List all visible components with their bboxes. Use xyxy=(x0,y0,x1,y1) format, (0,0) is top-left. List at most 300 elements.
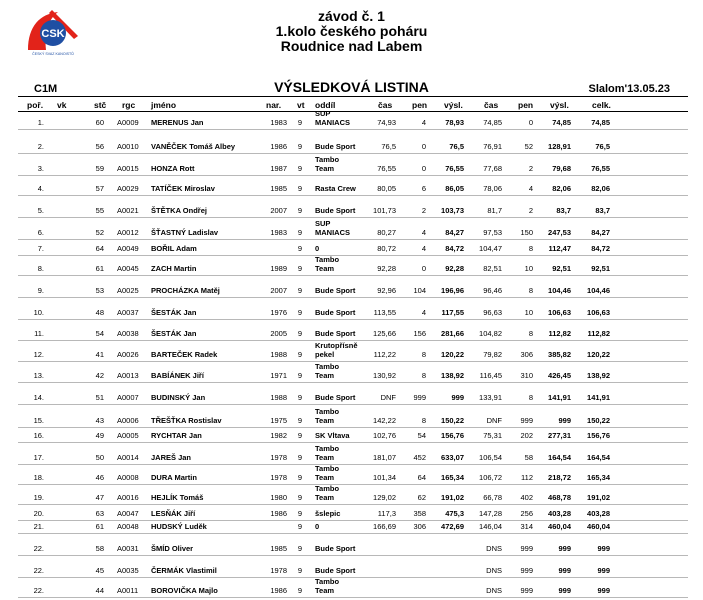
cell-nar: 1987 xyxy=(270,164,287,173)
cell-pen2: 8 xyxy=(528,393,533,402)
cell-oddil-line: Team xyxy=(315,586,335,595)
cell-celk: 138,92 xyxy=(587,371,610,380)
row-separator xyxy=(18,577,688,578)
cell-vysl2: 112,82 xyxy=(548,329,571,338)
cell-jmeno: HONZA Rott xyxy=(151,164,195,173)
cell-nar: 1986 xyxy=(270,586,287,595)
cell-stc: 43 xyxy=(95,416,104,425)
cell-vysl1: 120,22 xyxy=(441,350,464,359)
cell-stc: 60 xyxy=(95,118,104,127)
cell-pen1: 0 xyxy=(421,142,426,151)
cell-pen2: 10 xyxy=(524,264,533,273)
cell-nar: 1978 xyxy=(270,473,287,482)
col-header-celk: celk. xyxy=(592,100,611,110)
cell-jmeno: TATÍČEK Miroslav xyxy=(151,184,215,193)
cell-pen2: 8 xyxy=(528,286,533,295)
cell-rgc: A0049 xyxy=(117,244,139,253)
cell-celk: 403,28 xyxy=(587,509,610,518)
cell-vt: 9 xyxy=(297,308,303,317)
cell-pen1: 306 xyxy=(413,522,426,531)
cell-oddil-line: Bude Sport xyxy=(315,566,356,575)
cell-celk: 999 xyxy=(597,586,610,595)
cell-jmeno: JAREŠ Jan xyxy=(151,453,192,462)
cell-oddil-line: 0 xyxy=(315,522,320,531)
cell-oddil-line: SK Vltava xyxy=(315,431,350,440)
cell-rgc: A0048 xyxy=(117,522,139,531)
cell-vysl1: 103,73 xyxy=(441,206,464,215)
cell-vysl1: 633,07 xyxy=(441,453,464,462)
logo-subtext: ČESKÝ SVAZ KANOISTŮ xyxy=(32,52,74,56)
cell-oddil-line: pekel xyxy=(315,350,335,359)
cell-jmeno: HUDSKÝ Luděk xyxy=(151,522,207,531)
cell-vysl2: 74,85 xyxy=(552,118,571,127)
cell-pen2: 402 xyxy=(520,493,533,502)
cell-oddil-line: Bude Sport xyxy=(315,544,356,553)
cell-celk: 76,55 xyxy=(591,164,610,173)
results-listing-title: VÝSLEDKOVÁ LISTINA xyxy=(274,79,429,95)
cell-vysl1: 84,72 xyxy=(445,244,464,253)
cell-cas1: 166,69 xyxy=(373,522,396,531)
cell-oddil-line: Bude Sport xyxy=(315,329,356,338)
cell-cas2: 97,53 xyxy=(483,228,502,237)
cell-vt: 9 xyxy=(297,142,303,151)
cell-por: 17. xyxy=(33,453,44,462)
cell-por: 9. xyxy=(37,286,44,295)
cell-nar: 2007 xyxy=(270,206,287,215)
cell-vysl2: 460,04 xyxy=(548,522,571,531)
cell-jmeno: DURA Martin xyxy=(151,473,197,482)
race-number-title: závod č. 1 xyxy=(318,8,385,24)
cell-por: 1. xyxy=(37,118,44,127)
cell-cas1: 76,55 xyxy=(377,164,396,173)
cell-jmeno: BUDINSKÝ Jan xyxy=(151,393,206,402)
cell-pen2: 256 xyxy=(520,509,533,518)
cell-pen1: 156 xyxy=(413,329,426,338)
cell-celk: 191,02 xyxy=(587,493,610,502)
cell-pen1: 0 xyxy=(421,264,426,273)
cell-vt: 9 xyxy=(297,416,303,425)
cell-cas2: 66,78 xyxy=(483,493,502,502)
cell-pen1: 4 xyxy=(421,228,426,237)
cell-pen1: 64 xyxy=(417,473,426,482)
cell-jmeno: RYCHTAR Jan xyxy=(151,431,202,440)
cell-vysl2: 92,51 xyxy=(552,264,571,273)
cell-rgc: A0011 xyxy=(117,586,139,595)
cell-por: 4. xyxy=(37,184,44,193)
cell-vysl1: 76,55 xyxy=(445,164,464,173)
cell-pen1: 6 xyxy=(421,184,426,193)
row-separator xyxy=(18,239,688,240)
cell-stc: 57 xyxy=(95,184,104,193)
cell-oddil-line: šslepic xyxy=(315,509,341,518)
cell-jmeno: ZACH Martin xyxy=(151,264,197,273)
cell-pen2: 8 xyxy=(528,329,533,338)
cell-por: 14. xyxy=(33,393,44,402)
cell-cas1: 92,96 xyxy=(377,286,396,295)
row-separator xyxy=(18,153,688,154)
cell-nar: 1978 xyxy=(270,453,287,462)
col-header-cas2: čas xyxy=(484,100,499,110)
cell-vysl1: 92,28 xyxy=(445,264,464,273)
cell-rgc: A0012 xyxy=(117,228,139,237)
cell-stc: 47 xyxy=(95,493,104,502)
cell-nar: 1985 xyxy=(270,184,287,193)
cell-oddil-line: MANIACS xyxy=(315,118,350,127)
cell-stc: 55 xyxy=(95,206,104,215)
cell-rgc: A0014 xyxy=(117,453,139,462)
cell-pen2: 999 xyxy=(520,566,533,575)
cell-vysl1: 165,34 xyxy=(441,473,464,482)
cell-pen1: 8 xyxy=(421,416,426,425)
cell-cas2: 74,85 xyxy=(483,118,502,127)
cell-oddil-line: 0 xyxy=(315,244,320,253)
col-header-vt: vt xyxy=(297,100,305,110)
cell-vysl2: 999 xyxy=(558,586,571,595)
cell-celk: 84,72 xyxy=(591,244,610,253)
col-header-vk: vk xyxy=(57,100,67,110)
cell-nar: 1978 xyxy=(270,566,287,575)
cell-stc: 41 xyxy=(95,350,104,359)
cell-jmeno: VANĚČEK Tomáš Albey xyxy=(151,142,236,151)
cell-vt: 9 xyxy=(297,228,303,237)
cell-cas1: 117,3 xyxy=(377,509,396,518)
cell-cas1: 113,55 xyxy=(373,308,396,317)
cell-vysl2: 83,7 xyxy=(556,206,571,215)
cell-nar: 1980 xyxy=(270,493,287,502)
cell-cas2: 78,06 xyxy=(483,184,502,193)
cell-vt: 9 xyxy=(297,493,303,502)
row-separator xyxy=(18,382,688,383)
row-separator xyxy=(18,217,688,218)
cell-rgc: A0005 xyxy=(117,431,139,440)
row-separator xyxy=(18,195,688,196)
cell-cas2: DNF xyxy=(486,416,502,425)
cell-pen2: 306 xyxy=(520,350,533,359)
cell-stc: 61 xyxy=(95,264,104,273)
row-separator xyxy=(18,533,688,534)
cell-oddil-line: Bude Sport xyxy=(315,206,356,215)
cell-vysl2: 82,06 xyxy=(552,184,571,193)
row-separator xyxy=(18,175,688,176)
cell-nar: 1986 xyxy=(270,142,287,151)
cell-vt: 9 xyxy=(297,453,303,462)
venue-title: Roudnice nad Labem xyxy=(280,38,423,54)
cell-oddil-line: Tambo xyxy=(315,255,340,264)
cell-vysl1: 138,92 xyxy=(441,371,464,380)
cell-pen2: 150 xyxy=(520,228,533,237)
cell-jmeno: BARTEČEK Radek xyxy=(151,350,218,359)
cell-cas2: 147,28 xyxy=(479,509,502,518)
cell-rgc: A0008 xyxy=(117,473,139,482)
cell-cas1: 80,27 xyxy=(377,228,396,237)
cell-vysl2: 999 xyxy=(558,416,571,425)
cell-nar: 1986 xyxy=(270,509,287,518)
cell-jmeno: ŠESTÁK Jan xyxy=(151,308,197,317)
cell-jmeno: ČERMÁK Vlastimil xyxy=(151,566,217,575)
col-header-cas1: čas xyxy=(378,100,393,110)
cell-cas2: 96,46 xyxy=(483,286,502,295)
cell-celk: 92,51 xyxy=(591,264,610,273)
cell-pen2: 10 xyxy=(524,308,533,317)
logo-text: CSK xyxy=(41,28,65,40)
cell-vysl1: 281,66 xyxy=(441,329,464,338)
cell-pen2: 310 xyxy=(520,371,533,380)
cell-celk: 164,54 xyxy=(587,453,610,462)
cell-stc: 58 xyxy=(95,544,104,553)
cell-jmeno: ŠTĚTKA Ondřej xyxy=(151,206,207,215)
cell-cas2: 82,51 xyxy=(483,264,502,273)
cell-stc: 54 xyxy=(95,329,104,338)
cell-cas1: 74,93 xyxy=(377,118,396,127)
cell-por: 13. xyxy=(33,371,44,380)
cell-rgc: A0010 xyxy=(117,142,139,151)
cell-por: 18. xyxy=(33,473,44,482)
cell-vysl1: 191,02 xyxy=(441,493,464,502)
cell-cas2: 81,7 xyxy=(487,206,502,215)
cell-vysl1: 117,55 xyxy=(441,308,464,317)
row-separator xyxy=(18,504,688,505)
cell-celk: 150,22 xyxy=(587,416,610,425)
cell-oddil-line: Team xyxy=(315,473,335,482)
cell-cas2: 76,91 xyxy=(483,142,502,151)
cell-oddil-line: Team xyxy=(315,453,335,462)
cell-rgc: A0045 xyxy=(117,264,139,273)
cell-nar: 1971 xyxy=(270,371,287,380)
cell-por: 22. xyxy=(33,544,44,553)
cell-rgc: A0021 xyxy=(117,206,139,215)
category-label: C1M xyxy=(34,83,58,95)
cell-vysl1: 999 xyxy=(451,393,464,402)
cell-vt: 9 xyxy=(297,473,303,482)
cell-pen1: 62 xyxy=(417,493,426,502)
cell-oddil-line: Team xyxy=(315,416,335,425)
cell-nar: 1983 xyxy=(270,228,287,237)
cell-cas1: DNF xyxy=(380,393,396,402)
cell-pen2: 58 xyxy=(524,453,533,462)
cell-oddil-line: Rasta Crew xyxy=(315,184,356,193)
cell-cas1: 76,5 xyxy=(381,142,396,151)
cell-por: 7. xyxy=(37,244,44,253)
col-header-nar: nar. xyxy=(266,100,282,110)
col-header-rgc: rgc xyxy=(122,100,136,110)
cell-nar: 1976 xyxy=(270,308,287,317)
cell-vt: 9 xyxy=(297,184,303,193)
cell-cas1: 101,34 xyxy=(373,473,396,482)
cell-stc: 61 xyxy=(95,522,104,531)
cell-vysl2: 468,78 xyxy=(548,493,571,502)
cell-oddil-line: Tambo xyxy=(315,577,340,586)
cell-cas1: 142,22 xyxy=(373,416,396,425)
cell-pen1: 4 xyxy=(421,244,426,253)
cell-vysl1: 475,3 xyxy=(445,509,464,518)
cell-jmeno: PROCHÁZKA Matěj xyxy=(151,286,220,295)
cell-vysl2: 128,91 xyxy=(548,142,571,151)
cell-pen2: 0 xyxy=(528,118,533,127)
cell-por: 6. xyxy=(37,228,44,237)
cell-stc: 51 xyxy=(95,393,104,402)
cell-celk: 106,63 xyxy=(587,308,610,317)
cell-por: 3. xyxy=(37,164,44,173)
cell-oddil-line: Team xyxy=(315,164,335,173)
cell-stc: 42 xyxy=(95,371,104,380)
cell-pen1: 4 xyxy=(421,118,426,127)
cell-por: 21. xyxy=(33,522,44,531)
col-header-por: poř. xyxy=(27,100,44,110)
cell-stc: 48 xyxy=(95,308,104,317)
cell-por: 2. xyxy=(37,142,44,151)
cell-stc: 49 xyxy=(95,431,104,440)
cell-jmeno: BOROVIČKA Majlo xyxy=(151,586,218,595)
cell-rgc: A0026 xyxy=(117,350,139,359)
cell-rgc: A0035 xyxy=(117,566,139,575)
cell-vt: 9 xyxy=(297,522,303,531)
cell-cas1: 129,02 xyxy=(373,493,396,502)
cell-rgc: A0025 xyxy=(117,286,139,295)
col-header-vysl1: výsl. xyxy=(444,100,463,110)
cell-vt: 9 xyxy=(297,244,303,253)
cell-vysl1: 84,27 xyxy=(445,228,464,237)
cell-stc: 45 xyxy=(95,566,104,575)
cell-nar: 1985 xyxy=(270,544,287,553)
cell-stc: 56 xyxy=(95,142,104,151)
cell-cas2: 133,91 xyxy=(479,393,502,402)
cell-pen2: 999 xyxy=(520,586,533,595)
cell-jmeno: ŠŤASTNÝ Ladislav xyxy=(151,228,219,237)
cell-por: 16. xyxy=(33,431,44,440)
col-header-vysl2: výsl. xyxy=(550,100,569,110)
cell-oddil-line: Tambo xyxy=(315,155,340,164)
cell-oddil-line: Tambo xyxy=(315,484,340,493)
row-separator xyxy=(18,427,688,428)
cell-jmeno: MERENUS Jan xyxy=(151,118,204,127)
cell-vysl2: 426,45 xyxy=(548,371,571,380)
discipline-date: Slalom'13.05.23 xyxy=(588,83,670,95)
cell-oddil-line: Tambo xyxy=(315,444,340,453)
cell-pen1: 452 xyxy=(413,453,426,462)
cell-cas2: 106,72 xyxy=(479,473,502,482)
cell-oddil-line: MANIACS xyxy=(315,228,350,237)
cell-rgc: A0006 xyxy=(117,416,139,425)
cell-pen1: 8 xyxy=(421,371,426,380)
cell-cas1: 112,22 xyxy=(373,350,396,359)
row-separator xyxy=(18,129,688,130)
cell-vt: 9 xyxy=(297,566,303,575)
cell-vysl1: 150,22 xyxy=(441,416,464,425)
cell-por: 5. xyxy=(37,206,44,215)
row-separator xyxy=(18,464,688,465)
cell-por: 10. xyxy=(33,308,44,317)
cell-oddil-line: SUP xyxy=(315,109,331,118)
cell-cas2: 106,54 xyxy=(479,453,502,462)
cell-nar: 1988 xyxy=(270,350,287,359)
col-header-stc: stč xyxy=(94,100,107,110)
cell-vysl1: 156,76 xyxy=(441,431,464,440)
cell-vt: 9 xyxy=(297,431,303,440)
cell-pen2: 2 xyxy=(528,206,533,215)
cell-por: 11. xyxy=(34,329,44,338)
col-header-pen1: pen xyxy=(412,100,428,110)
cell-por: 12. xyxy=(33,350,44,359)
row-separator xyxy=(18,319,688,320)
row-separator xyxy=(18,297,688,298)
cell-celk: 156,76 xyxy=(587,431,610,440)
cell-oddil-line: Tambo xyxy=(315,407,340,416)
cell-rgc: A0047 xyxy=(117,509,139,518)
cell-cas2: DNS xyxy=(486,544,502,553)
cell-pen2: 314 xyxy=(520,522,533,531)
cell-pen1: 2 xyxy=(421,206,426,215)
cell-por: 22. xyxy=(33,586,44,595)
cell-nar: 1983 xyxy=(270,118,287,127)
row-separator xyxy=(18,442,688,443)
cell-cas2: 146,04 xyxy=(479,522,502,531)
cell-celk: 460,04 xyxy=(587,522,610,531)
cell-vt: 9 xyxy=(297,371,303,380)
cell-cas1: 125,66 xyxy=(373,329,396,338)
cell-vt: 9 xyxy=(297,393,303,402)
cell-vysl2: 999 xyxy=(558,544,571,553)
cell-celk: 76,5 xyxy=(595,142,610,151)
cell-jmeno: LESŇÁK Jiří xyxy=(151,509,196,518)
cell-vysl2: 79,68 xyxy=(552,164,571,173)
cell-stc: 46 xyxy=(95,473,104,482)
cell-rgc: A0029 xyxy=(117,184,139,193)
cell-celk: 120,22 xyxy=(587,350,610,359)
row-separator xyxy=(18,555,688,556)
row-separator xyxy=(18,361,688,362)
cell-celk: 84,27 xyxy=(591,228,610,237)
cell-vysl2: 277,31 xyxy=(548,431,571,440)
cell-vt: 9 xyxy=(297,206,303,215)
cell-cas2: 104,82 xyxy=(479,329,502,338)
cell-stc: 53 xyxy=(95,286,104,295)
cell-vysl2: 112,47 xyxy=(548,244,571,253)
cell-pen1: 8 xyxy=(421,350,426,359)
row-separator xyxy=(18,520,688,521)
cell-pen1: 358 xyxy=(413,509,426,518)
col-header-jmeno: jméno xyxy=(151,100,177,110)
cell-oddil-line: Team xyxy=(315,493,335,502)
cell-por: 19. xyxy=(33,493,44,502)
row-separator xyxy=(18,275,688,276)
cell-jmeno: BOŘIL Adam xyxy=(151,244,197,253)
cell-por: 20. xyxy=(33,509,44,518)
cell-cas1: 80,72 xyxy=(377,244,396,253)
cell-stc: 63 xyxy=(95,509,104,518)
cell-oddil-line: Bude Sport xyxy=(315,142,356,151)
cell-oddil-line: Team xyxy=(315,264,335,273)
cell-pen2: 112 xyxy=(521,473,533,482)
cell-celk: 141,91 xyxy=(587,393,610,402)
cell-vt: 9 xyxy=(297,164,303,173)
cell-rgc: A0009 xyxy=(117,118,139,127)
cell-cas2: 75,31 xyxy=(483,431,502,440)
cup-round-title: 1.kolo českého poháru xyxy=(275,23,428,39)
cell-oddil-line: Team xyxy=(315,371,335,380)
cell-vt: 9 xyxy=(297,544,303,553)
cell-nar: 2007 xyxy=(270,286,287,295)
cell-vysl1: 196,96 xyxy=(441,286,464,295)
cell-vt: 9 xyxy=(297,586,303,595)
cell-stc: 50 xyxy=(95,453,104,462)
cell-cas1: 92,28 xyxy=(377,264,396,273)
cell-pen2: 52 xyxy=(524,142,533,151)
cell-vt: 9 xyxy=(297,509,303,518)
cell-vysl1: 86,05 xyxy=(445,184,464,193)
cell-celk: 82,06 xyxy=(591,184,610,193)
cell-cas2: 96,63 xyxy=(483,308,502,317)
cell-cas2: 79,82 xyxy=(483,350,502,359)
